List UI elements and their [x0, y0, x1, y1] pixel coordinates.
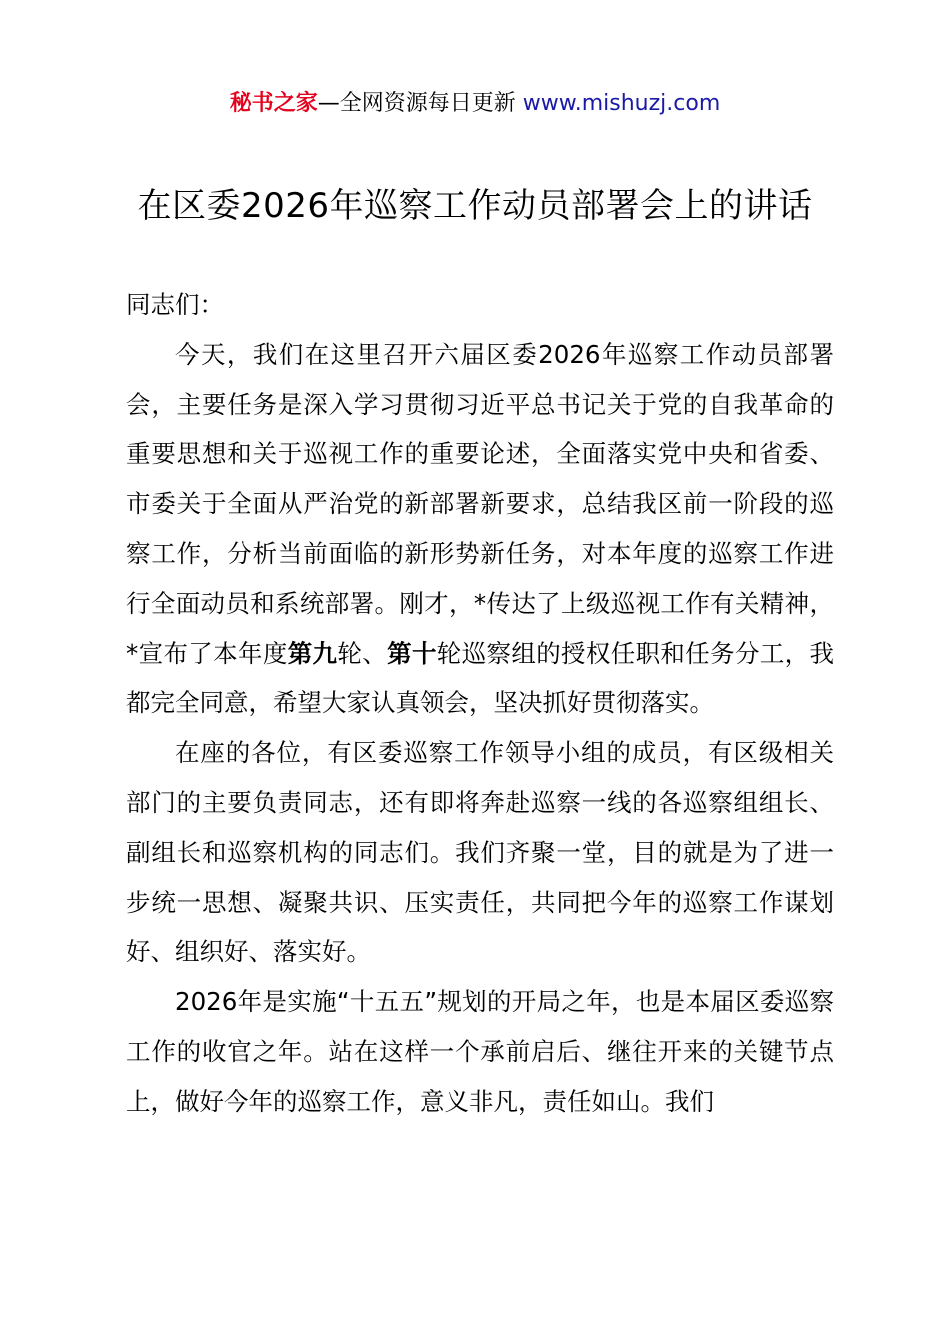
- site-brand: 秘书之家: [229, 91, 318, 116]
- paragraph-2: 在座的各位，有区委巡察工作领导小组的成员，有区级相关部门的主要负责同志，还有即将奔赴巡察一线的各巡察组组长、副组长和巡察机构的同志们。我们齐聚一堂，目的就是为了进一步统一思想、凝聚共识、压实责任，共同把今年的巡察工作谋划好、组织好、落实好。: [126, 738, 834, 967]
- header-tagline: 全网资源每日更新: [339, 91, 523, 116]
- paragraph-1-text-a: 今天，我们在这里召开六届区委2026年巡察工作动员部署会，主要任务是深入学习贯彻习近平总书记关于党的自我革命的重要思想和关于巡视工作的重要论述，全面落实党中央和省委、市委关于全面从严治党的新部署新要求，总结我区前一阶段的巡察工作，分析当前面临的新形势新任务，对本年度的巡察工作进行全面动员和系统部署。刚才，*传达了上级巡视工作有关精神，*宣布了本年度: [126, 339, 834, 668]
- header-dash: —: [317, 91, 340, 116]
- document-title: 在区委2026年巡察工作动员部署会上的讲话: [137, 186, 813, 226]
- site-url-link[interactable]: www.mishuzj.com: [522, 91, 721, 116]
- paragraph-1-bold-ninth: 第九: [287, 638, 338, 668]
- paragraph-3: 2026年是实施“十五五”规划的开局之年，也是本届区委巡察工作的收官之年。站在这样一个承前启后、继往开来的关键节点上，做好今年的巡察工作，意义非凡，责任如山。我们: [126, 987, 834, 1116]
- paragraph-1-bold-tenth: 第十: [387, 638, 437, 668]
- salutation: 同志们：: [126, 290, 224, 319]
- paragraph-1: [126, 330, 834, 728]
- paragraph-1-text-c: 轮巡察组的授权任职和任务分工，我都完全同意，希望大家认真领会，坚决抓好贯彻落实。: [126, 638, 835, 718]
- paragraph-1-text-b: 轮、: [337, 638, 388, 668]
- site-header: [0, 86, 950, 122]
- document-body: [126, 280, 834, 1127]
